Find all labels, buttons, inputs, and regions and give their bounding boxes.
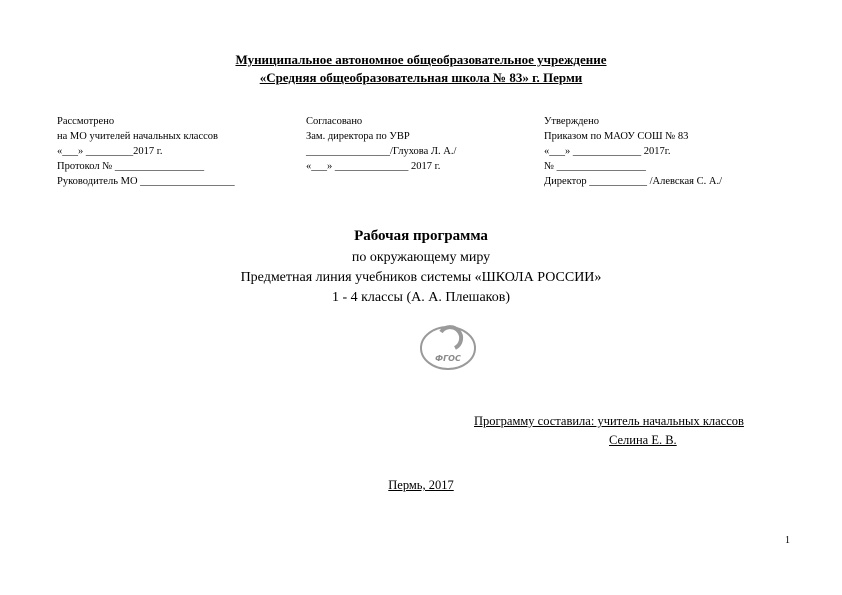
program-title: Рабочая программа [354,228,488,244]
agreed-line-1: Зам. директора по УВР [306,131,410,142]
program-grades: 1 - 4 классы (А. А. Плешаков) [331,290,511,305]
considered-block [57,114,235,189]
school-type-line: Муниципальное автономное общеобразовательное учреждение [235,52,607,67]
program-subject: по окружающему миру [351,250,491,265]
fgos-logo-icon [418,324,478,372]
school-name-line: «Средняя общеобразовательная школа № 83» г. Перми [259,70,583,85]
agreed-line-2: ________________/Глухова Л. А./ [306,146,457,157]
approved-block [544,114,722,189]
city-year: Пермь, 2017 [388,478,454,492]
program-textbook-line: Предметная линия учебников системы «ШКОЛА РОССИИ» [240,270,602,285]
fgos-logo-text: ФГОС [435,354,461,363]
fgos-logo [418,324,478,372]
considered-title: Рассмотрено [57,116,115,127]
compiled-by-line: Программу составила: учитель начальных классов [474,414,744,428]
approved-line-2: «___» _____________ 2017г. [544,146,671,157]
considered-line-2: «___» _________2017 г. [57,146,163,157]
considered-line-1: на МО учителей начальных классов [57,131,218,142]
approved-line-1: Приказом по МАОУ СОШ № 83 [544,131,689,142]
approved-line-3: № _________________ [544,161,646,172]
agreed-block [306,114,456,174]
agreed-line-3: «___» ______________ 2017 г. [306,161,441,172]
considered-line-3: Протокол № _________________ [57,161,205,172]
approved-title: Утверждено [544,116,599,127]
approved-line-4: Директор ___________ /Алевская С. А./ [544,176,722,187]
considered-line-4: Руководитель МО __________________ [57,176,235,187]
page-number: 1 [785,535,790,546]
agreed-title: Согласовано [306,116,363,127]
compiled-by-name: Селина Е. В. [609,433,677,447]
